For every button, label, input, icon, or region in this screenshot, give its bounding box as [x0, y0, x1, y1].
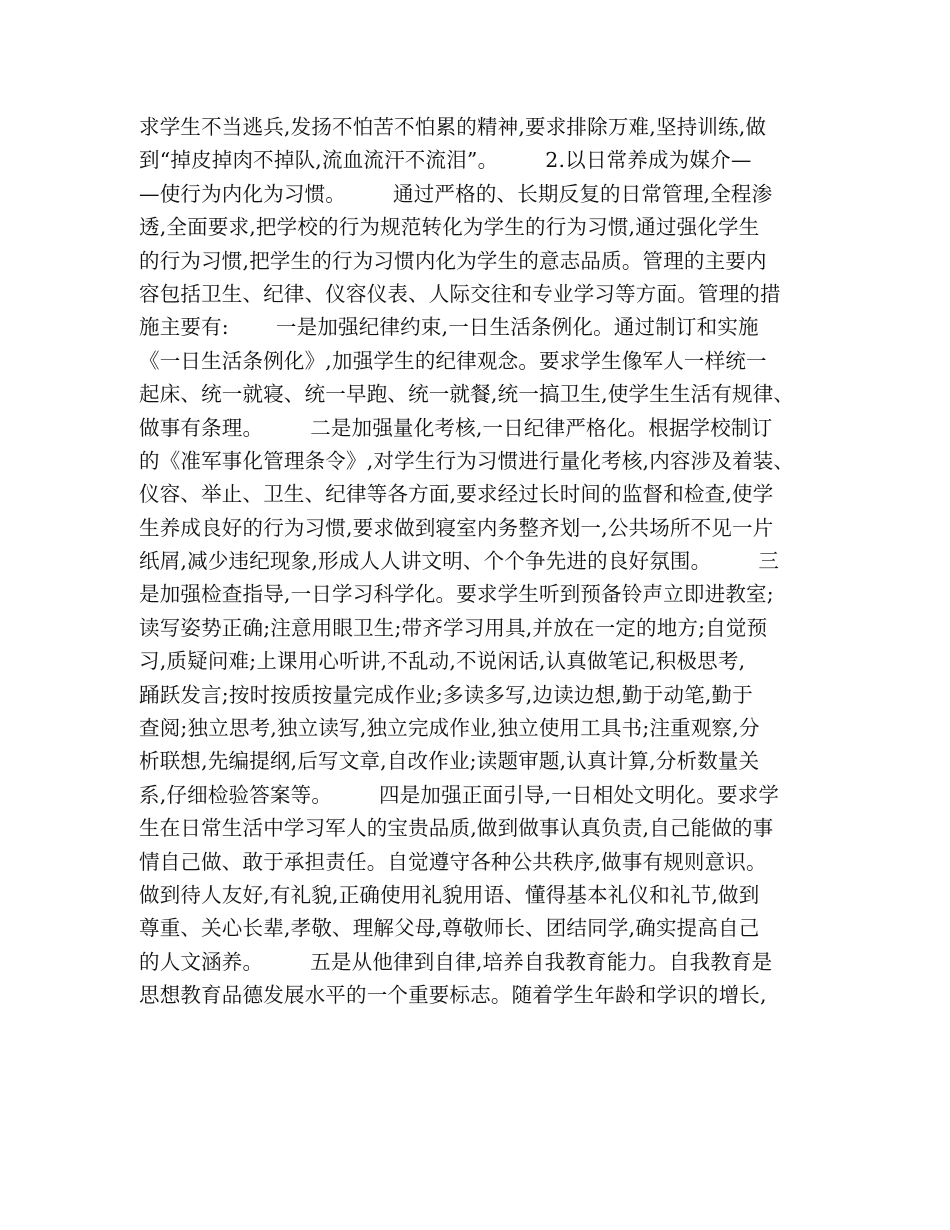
text-line: 查阅;独立思考,独立读写,独立完成作业,独立使用工具书;注重观察,分	[139, 716, 760, 741]
text-line: 容包括卫生、纪律、仪容仪表、人际交往和专业学习等方面。管理的措	[139, 281, 781, 306]
text-line: 到“掉皮掉肉不掉队,流血流汗不流泪”。 2.以日常养成为媒介—	[139, 148, 752, 173]
text-line: 生在日常生活中学习军人的宝贵品质,做到做事认真负责,自己能做的事	[139, 816, 774, 841]
text-line: 生养成良好的行为习惯,要求做到寝室内务整齐划一,公共场所不见一片	[139, 515, 774, 540]
text-line: 的行为习惯,把学生的行为习惯内化为学生的意志品质。管理的主要内	[139, 248, 767, 273]
text-line: 施主要有: 一是加强纪律约束,一日生活条例化。通过制订和实施	[139, 315, 759, 340]
text-line: 的人文涵养。 五是从他律到自律,培养自我教育能力。自我教育是	[139, 949, 773, 974]
text-line: 尊重、关心长辈,孝敬、理解父母,尊敬师长、团结同学,确实提高自己	[139, 916, 760, 941]
text-line: 《一日生活条例化》,加强学生的纪律观念。要求学生像军人一样统一	[139, 348, 767, 373]
text-line: 求学生不当逃兵,发扬不怕苦不怕累的精神,要求排除万难,坚持训练,做	[139, 115, 767, 139]
text-line: 习,质疑问难;上课用心听讲,不乱动,不说闲话,认真做笔记,积极思考,	[139, 649, 746, 674]
text-line: 仪容、举止、卫生、纪律等各方面,要求经过长时间的监督和检查,使学	[139, 482, 774, 507]
text-line: 踊跃发言;按时按质按量完成作业;多读多写,边读边想,勤于动笔,勤于	[139, 682, 753, 707]
text-line: 系,仔细检验答案等。 四是加强正面引导,一日相处文明化。要求学	[139, 782, 780, 807]
text-line: 的《准军事化管理条令》,对学生行为习惯进行量化考核,内容涉及着装、	[139, 448, 795, 473]
text-line: 读写姿势正确;注意用眼卫生;带齐学习用具,并放在一定的地方;自觉预	[139, 615, 768, 640]
text-line: 情自己做、敢于承担责任。自觉遵守各种公共秩序,做事有规则意识。	[139, 849, 767, 874]
text-line: 透,全面要求,把学校的行为规范转化为学生的行为习惯,通过强化学生	[139, 215, 760, 240]
text-line: 做到待人友好,有礼貌,正确使用礼貌用语、懂得基本礼仪和礼节,做到	[139, 882, 760, 907]
text-line: 析联想,先编提纲,后写文章,自改作业;读题审题,认真计算,分析数量关	[139, 749, 760, 774]
text-line: 做事有条理。 二是加强量化考核,一日纪律严格化。根据学校制订	[139, 415, 773, 440]
text-line: 思想教育品德发展水平的一个重要标志。随着学生年龄和学识的增长,	[139, 983, 767, 1008]
text-line: —使行为内化为习惯。 通过严格的、长期反复的日常管理,全程渗	[139, 181, 773, 206]
body-text	[139, 111, 819, 1013]
text-line: 起床、统一就寝、统一早跑、统一就餐,统一搞卫生,使学生生活有规律、	[139, 382, 795, 407]
text-line: 是加强检查指导,一日学习科学化。要求学生听到预备铃声立即进教室;	[139, 582, 774, 607]
text-line: 纸屑,减少违纪现象,形成人人讲文明、个个争先进的良好氛围。 三	[139, 549, 780, 574]
